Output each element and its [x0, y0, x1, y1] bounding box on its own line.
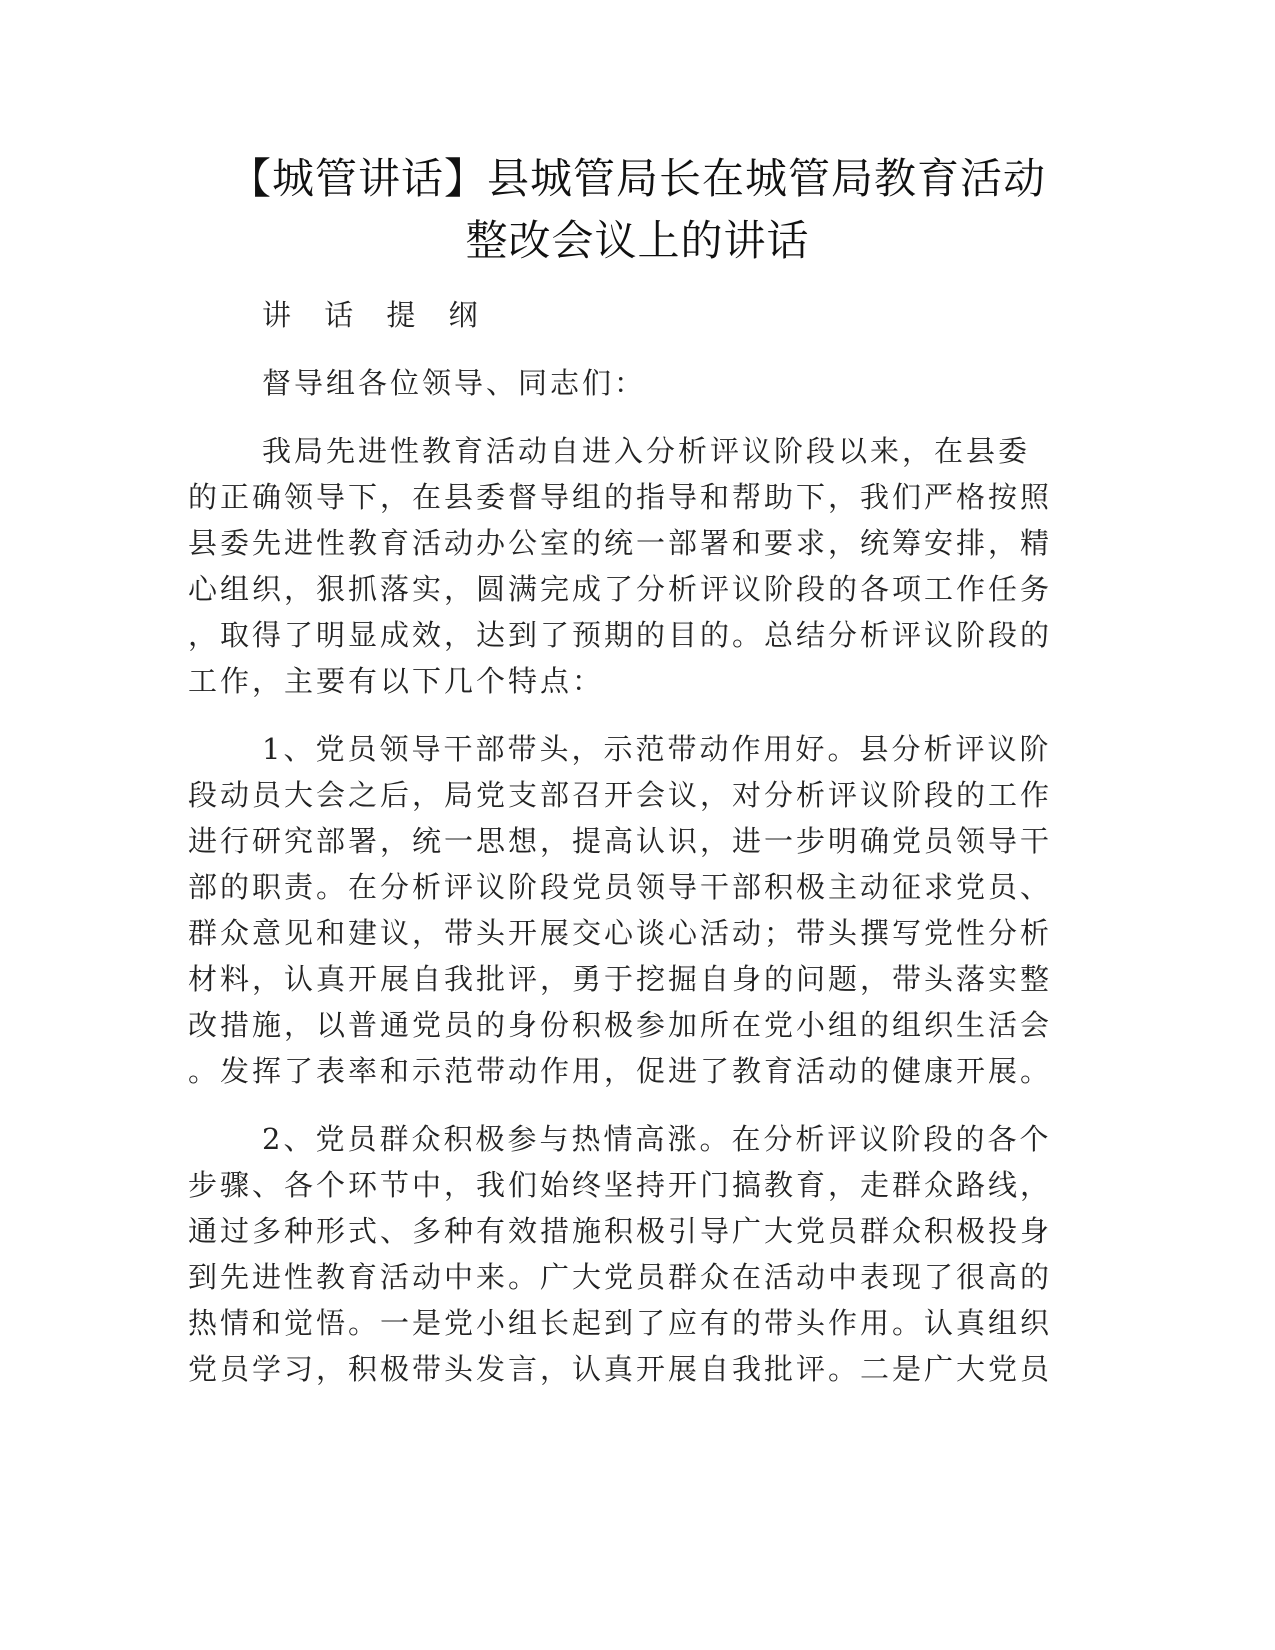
paragraph-line: 步骤、各个环节中，我们始终坚持开门搞教育，走群众路线， [188, 1168, 1053, 1202]
paragraph-line: 党员学习，积极带头发言，认真开展自我批评。二是广大党员 [188, 1352, 1053, 1386]
title-line: 【城管讲话】县城管局长在城管局教育活动 [228, 154, 1046, 203]
paragraph-line: 材料，认真开展自我批评，勇于挖掘自身的问题，带头落实整 [188, 962, 1053, 996]
paragraph-line: 1、党员领导干部带头，示范带动作用好。县分析评议阶 [262, 732, 1052, 766]
paragraph-line: 改措施，以普通党员的身份积极参加所在党小组的组织生活会 [188, 1008, 1053, 1042]
paragraph-line: 热情和觉悟。一是党小组长起到了应有的带头作用。认真组织 [188, 1306, 1053, 1340]
paragraph-line: 的正确领导下，在县委督导组的指导和帮助下，我们严格按照 [188, 480, 1053, 514]
paragraph-line: ，取得了明显成效，达到了预期的目的。总结分析评议阶段的 [188, 618, 1053, 652]
salutation: 督导组各位领导、同志们： [262, 366, 647, 400]
paragraph-line: 工作，主要有以下几个特点： [188, 664, 605, 698]
paragraph-line: 到先进性教育活动中来。广大党员群众在活动中表现了很高的 [188, 1260, 1053, 1294]
document-title [150, 148, 1125, 272]
paragraph-line: 部的职责。在分析评议阶段党员领导干部积极主动征求党员、 [188, 870, 1053, 904]
paragraph-line: 。发挥了表率和示范带动作用，促进了教育活动的健康开展。 [188, 1054, 1053, 1088]
paragraph-line: 心组织，狠抓落实，圆满完成了分析评议阶段的各项工作任务 [188, 572, 1053, 606]
title-line: 整改会议上的讲话 [465, 216, 810, 265]
paragraph-line: 通过多种形式、多种有效措施积极引导广大党员群众积极投身 [188, 1214, 1053, 1248]
paragraph-line: 群众意见和建议，带头开展交心谈心活动；带头撰写党性分析 [188, 916, 1053, 950]
paragraph-line: 进行研究部署，统一思想，提高认识，进一步明确党员领导干 [188, 824, 1053, 858]
paragraph-line: 县委先进性教育活动办公室的统一部署和要求，统筹安排，精 [188, 526, 1053, 560]
subheading: 讲 话 提 纲 [262, 298, 490, 332]
paragraph-line: 段动员大会之后，局党支部召开会议，对分析评议阶段的工作 [188, 778, 1053, 812]
paragraph-line: 2、党员群众积极参与热情高涨。在分析评议阶段的各个 [262, 1122, 1052, 1156]
paragraph-line: 我局先进性教育活动自进入分析评议阶段以来，在县委 [262, 434, 1031, 468]
